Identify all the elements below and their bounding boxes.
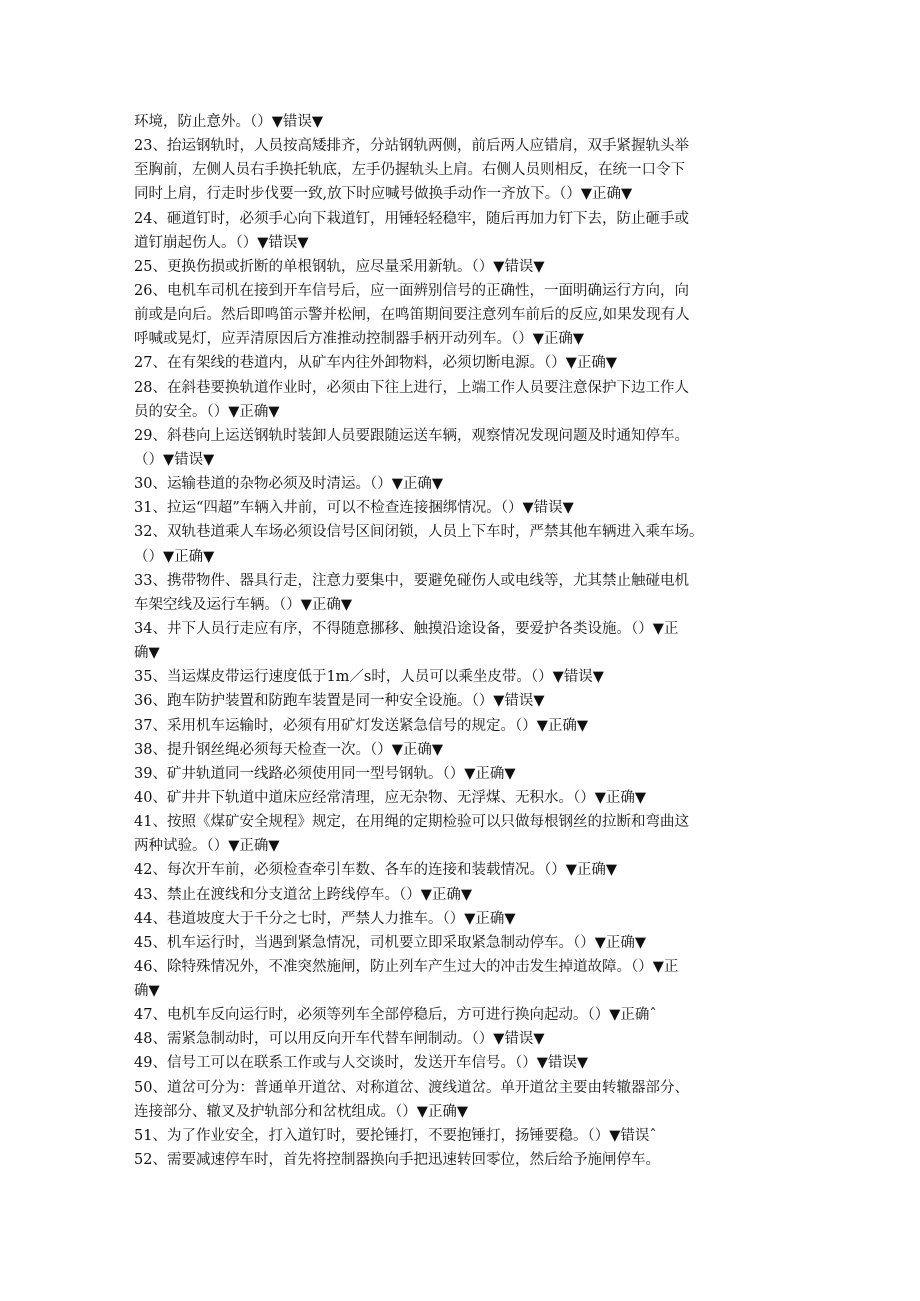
text-line: 36、跑车防护装置和防跑车装置是同一种安全设施。（）▼错误▼ bbox=[134, 693, 545, 710]
text-line: （）▼错误▼ bbox=[134, 451, 215, 468]
text-line: 26、电机车司机在接到开车信号后，应一面辨别信号的正确性，一面明确运行方向，向 bbox=[134, 282, 689, 299]
text-line: 47、电机车反向运行时，必须等列车全部停稳后，方可进行换向起动。（）▼正确ˆ bbox=[134, 1007, 657, 1024]
text-line: 确▼ bbox=[134, 645, 160, 662]
text-line: 道钉崩起伤人。（）▼错误▼ bbox=[134, 234, 309, 251]
text-line: 51、为了作业安全，打入道钉时，要抡锤打，不要抱锤打，扬锤要稳。（）▼错误ˆ bbox=[134, 1127, 657, 1144]
text-line: 24、砸道钉时，必须手心向下栽道钉，用锤轻轻稳牢，随后再加力钉下去，防止砸手或 bbox=[134, 210, 689, 227]
text-line: 44、巷道坡度大于千分之七时，严禁人力推车。（）▼正确▼ bbox=[134, 910, 516, 927]
document-page bbox=[134, 110, 794, 1172]
text-line: 25、更换伤损或折断的单根钢轨，应尽量采用新轨。（）▼错误▼ bbox=[134, 258, 545, 275]
text-line: 至胸前，左侧人员右手换托轨底，左手仍握轨头上肩。右侧人员则相反，在统一口令下 bbox=[134, 162, 685, 179]
text-line: 40、矿井井下轨道中道床应经常清理，应无杂物、无浮煤、无积水。（）▼正确▼ bbox=[134, 789, 646, 806]
text-line: 31、拉运“四超”车辆入井前，可以不检查连接捆绑情况。（）▼错误▼ bbox=[134, 500, 574, 517]
text-line: 41、按照《煤矿安全规程》规定，在用绳的定期检验可以只做每根钢丝的拉断和弯曲这 bbox=[134, 814, 689, 831]
text-line: 28、在斜巷要换轨道作业时，必须由下往上进行，上端工作人员要注意保护下边工作人 bbox=[134, 379, 689, 396]
text-line: 46、除特殊情况外，不准突然施闸，防止列车产生过大的冲击发生掉道故障。（）▼正 bbox=[134, 958, 679, 975]
text-line: 29、斜巷向上运送钢轨时装卸人员要跟随运送车辆，观察情况发现问题及时通知停车。 bbox=[134, 427, 689, 444]
text-line: 23、抬运钢轨时，人员按高矮排齐，分站钢轨两侧，前后两人应错肩，双手紧握轨头举 bbox=[134, 138, 689, 155]
text-line: 49、信号工可以在联系工作或与人交谈时，发送开车信号。（）▼错误▼ bbox=[134, 1055, 589, 1072]
text-line: 30、运输巷道的杂物必须及时清运。（）▼正确▼ bbox=[134, 476, 444, 493]
text-line: 33、携带物件、器具行走，注意力要集中，要避免碰伤人或电线等，尤其禁止触碰电机 bbox=[134, 572, 689, 589]
text-line: 37、采用机车运输时，必须有用矿灯发送紧急信号的规定。（）▼正确▼ bbox=[134, 717, 589, 734]
text-line: 43、禁止在渡线和分支道岔上跨线停车。（）▼正确▼ bbox=[134, 886, 473, 903]
text-line: 员的安全。（）▼正确▼ bbox=[134, 403, 280, 420]
text-line: 27、在有架线的巷道内，从矿车内往外卸物料，必须切断电源。（）▼正确▼ bbox=[134, 355, 618, 372]
text-line: 34、井下人员行走应有序，不得随意挪移、触摸沿途设备，要爱护各类设施。（）▼正 bbox=[134, 620, 679, 637]
text-line: 两种试验。（）▼正确▼ bbox=[134, 838, 280, 855]
text-line: 50、道岔可分为：普通单开道岔、对称道岔、渡线道岔。单开道岔主要由转辙器部分、 bbox=[134, 1079, 689, 1096]
text-line: 确▼ bbox=[134, 983, 160, 1000]
text-line: 39、矿井轨道同一线路必须使用同一型号钢轨。（）▼正确▼ bbox=[134, 765, 516, 782]
text-line: 45、机车运行时，当遇到紧急情况，司机要立即采取紧急制动停车。（）▼正确▼ bbox=[134, 934, 646, 951]
text-line: 52、需要减速停车时，首先将控制器换向手把迅速转回零位，然后给予施闸停车。 bbox=[134, 1152, 660, 1169]
text-line: 前或是向后。然后即鸣笛示警并松闸，在鸣笛期间要注意列车前后的反应,如果发现有人 bbox=[134, 307, 690, 324]
text-line: 同时上肩，行走时步伐要一致,放下时应喊号做换手动作一齐放下。（）▼正确▼ bbox=[134, 186, 633, 203]
text-line: 32、双轨巷道乘人车场必须设信号区间闭锁，人员上下车时，严禁其他车辆进入乘车场。 bbox=[134, 524, 704, 541]
text-line: 38、提升钢丝绳必须每天检查一次。（）▼正确▼ bbox=[134, 741, 444, 758]
text-line: 42、每次开车前，必须检查牵引车数、各车的连接和装载情况。（）▼正确▼ bbox=[134, 862, 618, 879]
text-line: 48、需紧急制动时，可以用反向开车代替车闸制动。（）▼错误▼ bbox=[134, 1031, 545, 1048]
text-line: 呼喊或晃灯，应弄清原因后方准推动控制器手柄开动列车。（）▼正确▼ bbox=[134, 331, 585, 348]
text-line: 连接部分、辙叉及护轨部分和岔枕组成。（）▼正确▼ bbox=[134, 1103, 469, 1120]
text-line: 35、当运煤皮带运行速度低于1m／s时，人员可以乘坐皮带。（）▼错误▼ bbox=[134, 669, 604, 686]
text-line: 车架空线及运行车辆。（）▼正确▼ bbox=[134, 596, 353, 613]
text-line: 环境，防止意外。（）▼错误▼ bbox=[134, 114, 324, 130]
text-line: （）▼正确▼ bbox=[134, 548, 215, 565]
